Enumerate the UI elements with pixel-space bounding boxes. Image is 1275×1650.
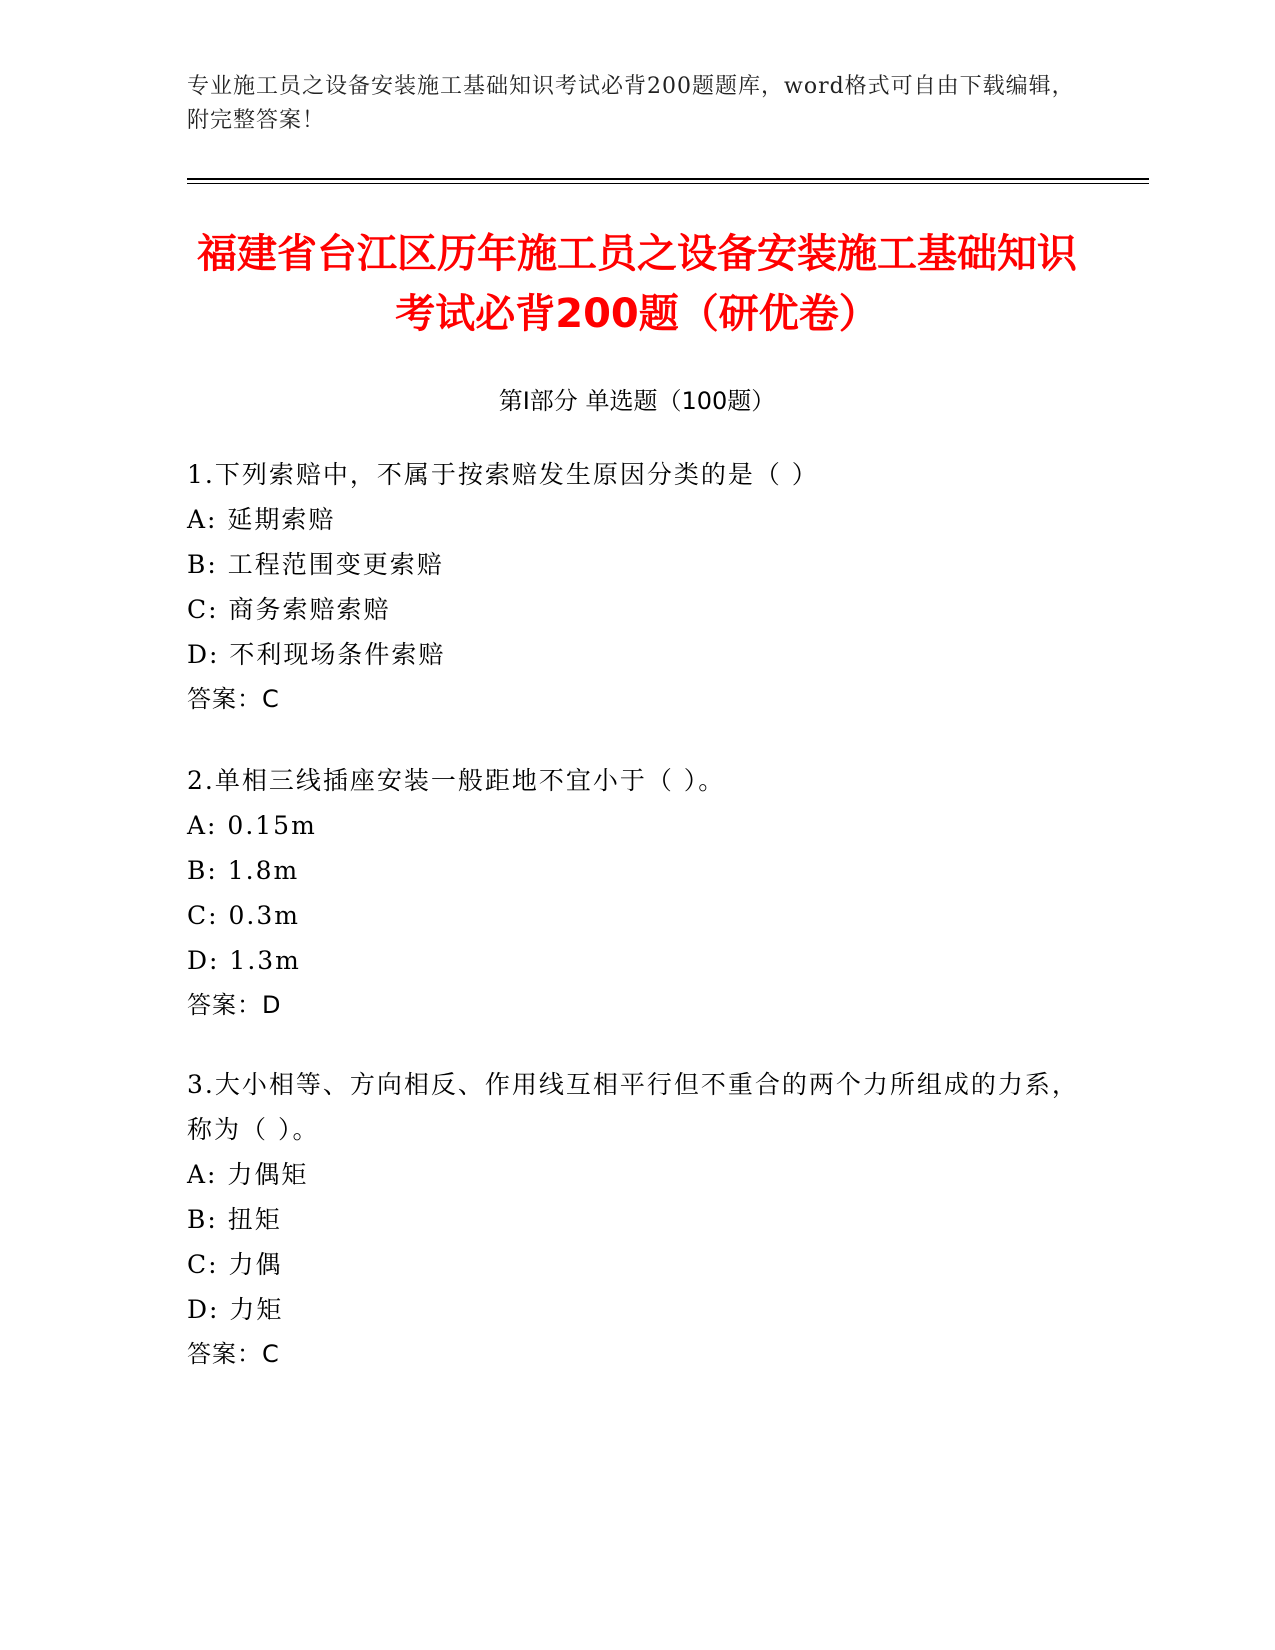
question-block-2 (187, 758, 1087, 1028)
option-a: A: 延期索赔 (187, 505, 336, 534)
answer-line: 答案：C (187, 685, 280, 713)
document-title: 福建省台江区历年施工员之设备安装施工基础知识考试必背200题（研优卷） (197, 231, 1077, 337)
document-header-note: 专业施工员之设备安装施工基础知识考试必背200题题库，word格式可自由下载编辑，附完整答案！ (187, 74, 1075, 133)
header-rule-thin (187, 183, 1149, 184)
option-c: C: 商务索赔索赔 (187, 595, 391, 624)
answer-line: 答案：C (187, 1340, 280, 1368)
option-c: C: 0.3m (187, 901, 300, 930)
question-stem: 2.单相三线插座安装一般距地不宜小于（ ）。 (187, 766, 726, 795)
option-a: A: 0.15m (187, 811, 317, 840)
question-block-1 (187, 452, 1087, 722)
option-a: A: 力偶矩 (187, 1160, 309, 1189)
question-stem: 3.大小相等、方向相反、作用线互相平行但不重合的两个力所组成的力系，称为（ ）。 (187, 1070, 1079, 1144)
option-b: B: 1.8m (187, 856, 300, 885)
option-d: D: 不利现场条件索赔 (187, 640, 446, 669)
option-b: B: 扭矩 (187, 1205, 282, 1234)
header-rule-thick (187, 178, 1149, 180)
answer-line: 答案：D (187, 991, 282, 1019)
question-block-3 (187, 1062, 1087, 1377)
question-stem: 1.下列索赔中，不属于按索赔发生原因分类的是（ ） (187, 460, 819, 489)
option-c: C: 力偶 (187, 1250, 283, 1279)
option-d: D: 力矩 (187, 1295, 284, 1324)
option-d: D: 1.3m (187, 946, 301, 975)
option-b: B: 工程范围变更索赔 (187, 550, 444, 579)
section-heading: 第Ⅰ部分 单选题（100题） (498, 387, 776, 415)
